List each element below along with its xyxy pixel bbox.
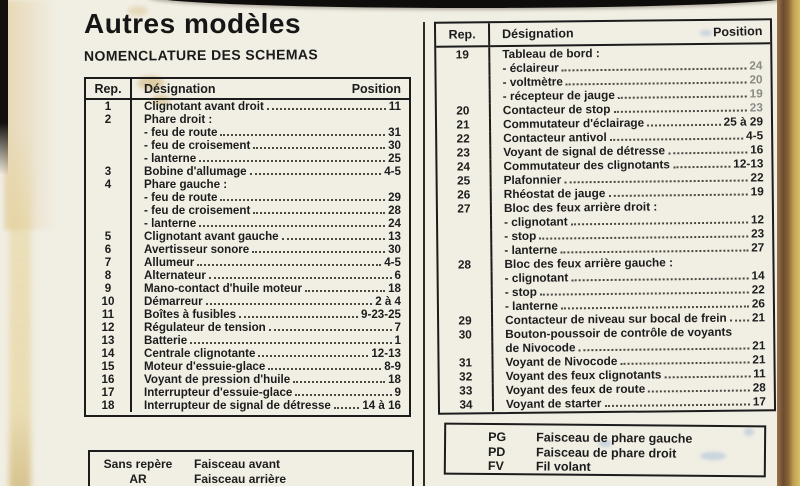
row-designation-cell <box>132 282 409 295</box>
row-designation: Alternateur <box>144 269 206 282</box>
dotted-leader <box>562 59 747 72</box>
row-position: 30 <box>388 243 401 256</box>
row-position: 23 <box>749 100 763 115</box>
row-rep: 11 <box>86 308 132 321</box>
row-designation: - éclaireur <box>502 60 559 76</box>
row-position: 12-13 <box>733 156 764 171</box>
row-position: 24 <box>749 58 763 73</box>
row-designation: Voyant de pression d'huile <box>144 373 291 386</box>
page-subtitle: NOMENCLATURE DES SCHEMAS <box>83 46 319 64</box>
row-designation: Phare droit : <box>144 113 213 126</box>
row-designation: Contacteur de niveau sur bocal de frein <box>505 310 727 328</box>
dotted-leader <box>209 269 392 279</box>
row-rep: 34 <box>440 397 494 412</box>
legend-code: FV <box>487 458 504 474</box>
table-row <box>86 256 409 269</box>
row-designation: - clignotant <box>503 214 568 230</box>
row-rep <box>438 229 492 244</box>
table-row <box>86 191 409 204</box>
row-position: 28 <box>752 380 766 395</box>
row-position: 24 <box>388 217 401 230</box>
table-row <box>86 308 409 321</box>
row-position: 23 <box>750 226 765 241</box>
row-position: 9 <box>394 386 401 399</box>
table-row <box>86 282 409 295</box>
row-position: 4-5 <box>384 165 401 178</box>
row-designation-cell <box>132 347 409 360</box>
row-designation-cell <box>132 243 409 256</box>
row-designation: - feu de croisement <box>144 139 251 152</box>
table-row <box>86 165 409 178</box>
table-row <box>86 126 409 139</box>
table-row <box>86 386 409 399</box>
table-row <box>86 399 409 412</box>
table-row <box>86 178 409 191</box>
dotted-leader <box>253 139 385 149</box>
harness-legend-left <box>88 450 414 486</box>
row-position: 18 <box>388 282 401 295</box>
row-position: 31 <box>388 126 401 139</box>
row-designation-cell <box>132 191 409 204</box>
header-designation: Désignation <box>144 81 216 96</box>
legend-label: Faisceau de phare gauche <box>536 430 693 446</box>
row-designation-cell <box>132 269 409 282</box>
row-position: 12-13 <box>371 347 401 360</box>
row-designation: Contacteur de stop <box>502 101 611 118</box>
row-position: 6 <box>394 269 401 282</box>
dotted-leader <box>295 386 391 396</box>
dotted-leader <box>664 366 750 378</box>
row-position: 29 <box>388 191 401 204</box>
row-designation: - stop <box>504 284 537 300</box>
row-rep: 22 <box>437 131 491 146</box>
row-designation-cell <box>132 334 409 347</box>
row-designation: - lanterne <box>144 152 197 165</box>
dotted-leader <box>190 334 391 344</box>
table-row <box>86 243 409 256</box>
row-position: 11 <box>388 100 401 113</box>
dotted-leader <box>253 204 385 214</box>
legend-code: PG <box>488 429 507 445</box>
legend-row <box>90 472 412 486</box>
row-designation: Moteur d'essuie-glace <box>144 360 266 373</box>
row-designation: Mano-contact d'huile moteur <box>144 282 302 295</box>
row-rep: 28 <box>438 257 492 272</box>
table-row <box>86 204 409 217</box>
row-rep: 18 <box>86 399 132 412</box>
row-designation: Centrale clignotante <box>144 347 256 360</box>
scan-top-shadow <box>148 0 796 8</box>
table-row <box>86 139 409 152</box>
table-body <box>436 44 774 412</box>
row-designation: Régulateur de tension <box>144 321 266 334</box>
row-rep: 17 <box>86 386 132 399</box>
table-row <box>86 347 409 360</box>
row-designation: Batterie <box>144 334 188 347</box>
row-rep <box>439 341 493 356</box>
row-designation: Voyant de signal de détresse <box>503 143 666 160</box>
row-designation: Voyant des feux clignotants <box>505 367 662 384</box>
table-row <box>86 334 409 347</box>
row-designation: Voyant de starter <box>505 396 602 412</box>
row-rep <box>439 285 493 300</box>
legend-label: Faisceau de phare droit <box>535 444 677 461</box>
row-designation-cell <box>132 360 409 373</box>
row-rep <box>436 61 490 76</box>
table-row <box>86 321 409 334</box>
row-designation: Avertisseur sonore <box>144 243 250 256</box>
row-designation-cell <box>132 139 409 152</box>
row-rep <box>439 271 493 286</box>
row-rep: 9 <box>86 282 132 295</box>
row-position: 2 à 4 <box>375 295 401 308</box>
dotted-leader <box>252 243 385 253</box>
table-row <box>440 394 774 411</box>
dotted-leader <box>258 347 368 357</box>
dotted-leader <box>564 171 747 184</box>
row-position: 16 <box>750 142 764 157</box>
row-rep: 14 <box>86 347 132 360</box>
table-row <box>86 269 409 282</box>
row-designation: Interrupteur d'essuie-glace <box>144 386 293 399</box>
row-position: 27 <box>751 240 765 255</box>
nomenclature-table-right <box>434 18 776 415</box>
row-designation: Bouton-poussoir de contrôle de voyants <box>505 324 733 342</box>
dotted-leader <box>578 338 749 351</box>
row-position: 4-5 <box>746 128 764 143</box>
row-rep: 30 <box>439 327 493 342</box>
row-rep: 26 <box>438 187 492 202</box>
legend-code: AR <box>129 472 147 486</box>
legend-label: Faisceau arrière <box>194 472 287 486</box>
dotted-leader <box>608 185 747 197</box>
row-designation: - voltmètre <box>502 74 563 90</box>
row-rep: 25 <box>438 173 492 188</box>
row-position: 22 <box>750 170 764 185</box>
row-position: 9-23-25 <box>361 308 401 321</box>
row-rep: 33 <box>440 383 494 398</box>
row-designation: Boîtes à fusibles <box>144 308 237 321</box>
table-row <box>86 373 409 386</box>
row-designation: Commutateur des clignotants <box>503 157 671 174</box>
row-rep <box>438 243 492 258</box>
row-designation: Bloc des feux arrière droit : <box>503 199 658 216</box>
dotted-leader <box>566 73 747 86</box>
row-rep: 2 <box>86 113 132 126</box>
dotted-leader <box>610 129 743 141</box>
row-position: 7 <box>394 321 401 334</box>
dotted-leader <box>293 373 385 383</box>
row-designation: Tableau de bord : <box>502 46 600 62</box>
dotted-leader <box>305 282 385 292</box>
row-designation: Allumeur <box>144 256 195 269</box>
dotted-leader <box>199 217 385 227</box>
dotted-leader <box>648 380 750 392</box>
row-position: 18 <box>388 373 401 386</box>
row-designation-cell <box>132 295 409 308</box>
row-designation: - lanterne <box>504 242 558 258</box>
row-designation-cell <box>132 399 409 412</box>
row-designation: - feu de route <box>144 126 218 139</box>
row-position: 13 <box>388 230 401 243</box>
row-rep: 27 <box>438 201 492 216</box>
row-rep: 19 <box>436 47 490 62</box>
table-body <box>86 100 409 415</box>
dotted-leader <box>282 230 385 240</box>
page-title: Autres modèles <box>84 8 302 39</box>
dotted-leader <box>620 352 749 364</box>
row-designation: Contacteur antivol <box>503 129 607 146</box>
row-rep: 6 <box>86 243 132 256</box>
dotted-leader <box>571 269 748 282</box>
row-rep: 15 <box>86 360 132 373</box>
row-rep: 8 <box>86 269 132 282</box>
dotted-leader <box>571 213 748 226</box>
row-designation-cell <box>132 165 409 178</box>
row-designation: Rhéostat de jauge <box>503 185 606 202</box>
header-position: Position <box>351 81 401 96</box>
row-position: 12 <box>750 212 765 227</box>
dotted-leader <box>618 87 747 99</box>
legend-label: Faisceau avant <box>194 457 281 471</box>
row-designation: - feu de croisement <box>144 204 251 217</box>
row-designation-cell <box>494 394 774 411</box>
row-rep: 29 <box>439 313 493 328</box>
column-divider-rule <box>423 22 425 486</box>
row-rep <box>86 204 132 217</box>
row-rep: 12 <box>86 321 132 334</box>
row-position: 8-9 <box>384 360 401 373</box>
harness-legend-right <box>444 423 766 478</box>
row-rep <box>86 191 132 204</box>
legend-row <box>90 457 412 472</box>
row-position: 25 <box>388 152 401 165</box>
row-rep <box>86 152 132 165</box>
row-rep: 32 <box>440 369 494 384</box>
dotted-leader <box>197 256 381 266</box>
row-rep: 13 <box>86 334 132 347</box>
row-rep <box>438 215 492 230</box>
dotted-leader <box>604 394 749 407</box>
row-position: 21 <box>751 310 766 325</box>
scan-left-edge <box>0 0 8 175</box>
row-designation: Démarreur <box>144 295 203 308</box>
row-designation: Voyant des feux de route <box>505 381 646 398</box>
row-rep: 3 <box>86 165 132 178</box>
legend-row <box>446 459 764 476</box>
page-right-edge <box>777 0 800 486</box>
row-position: 22 <box>751 282 765 297</box>
header-rep: Rep. <box>436 23 490 46</box>
scan-stain-band <box>9 130 31 486</box>
row-designation: - stop <box>504 228 537 244</box>
row-designation-cell <box>132 256 409 269</box>
row-rep: 21 <box>437 117 491 132</box>
nomenclature-table-left <box>84 77 411 417</box>
row-designation: Commutateur d'éclairage <box>502 115 645 132</box>
row-position: 30 <box>388 139 401 152</box>
row-rep: 5 <box>86 230 132 243</box>
legend-code: Sans repère <box>103 457 173 471</box>
row-rep <box>86 217 132 230</box>
dotted-leader <box>673 157 730 169</box>
row-position: 21 <box>752 338 766 353</box>
row-designation-cell <box>132 230 409 243</box>
dotted-leader <box>561 296 749 309</box>
row-rep: 20 <box>437 103 491 118</box>
row-designation: - lanterne <box>504 298 559 314</box>
row-rep <box>437 89 491 104</box>
row-rep: 10 <box>86 295 132 308</box>
row-designation: Bobine d'allumage <box>144 165 247 178</box>
row-designation: Phare gauche : <box>144 178 228 191</box>
dotted-leader <box>206 295 373 305</box>
table-row <box>86 217 409 230</box>
table-row <box>86 360 409 373</box>
row-designation: Interrupteur de signal de détresse <box>144 399 331 412</box>
row-designation-cell <box>132 204 409 217</box>
dotted-leader <box>239 308 358 318</box>
row-position: 28 <box>388 204 401 217</box>
row-rep: 23 <box>437 145 491 160</box>
row-designation: Bloc des feux arrière gauche : <box>504 255 674 272</box>
row-position: 14 à 16 <box>362 399 401 412</box>
row-rep: 24 <box>437 159 491 174</box>
row-rep: 31 <box>439 355 493 370</box>
row-position: 26 <box>751 296 765 311</box>
dotted-leader <box>334 399 359 409</box>
row-rep: 16 <box>86 373 132 386</box>
dotted-leader <box>220 191 385 201</box>
row-designation: de Nivocode <box>505 340 576 356</box>
row-rep: 4 <box>86 178 132 191</box>
dotted-leader <box>539 227 748 240</box>
row-rep <box>439 299 493 314</box>
row-position: 19 <box>749 86 763 101</box>
row-position: 21 <box>752 352 766 367</box>
row-position: 17 <box>752 394 767 409</box>
row-designation-cell <box>132 308 409 321</box>
row-position: 20 <box>749 72 763 87</box>
table-row <box>86 152 409 165</box>
table-header-row <box>436 20 770 47</box>
row-designation: - feu de route <box>144 191 218 204</box>
row-designation-cell <box>132 126 409 139</box>
row-rep: 1 <box>86 100 132 113</box>
header-rep: Rep. <box>86 79 132 98</box>
row-position: 4-5 <box>384 256 401 269</box>
row-rep: 7 <box>86 256 132 269</box>
table-row <box>86 230 409 243</box>
row-designation: Voyant de Nivocode <box>505 353 618 370</box>
row-designation-cell <box>132 113 409 126</box>
legend-code: PD <box>487 444 506 459</box>
table-row <box>86 113 409 126</box>
row-designation: Clignotant avant gauche <box>144 230 279 243</box>
row-designation: - récepteur de jauge <box>502 87 615 104</box>
row-position: 11 <box>753 366 766 381</box>
row-position: 25 à 29 <box>723 114 764 129</box>
dotted-leader <box>267 100 386 110</box>
row-designation-cell <box>132 373 409 386</box>
table-row <box>86 295 409 308</box>
dotted-leader <box>269 321 392 331</box>
table-row <box>86 100 409 113</box>
dotted-leader <box>560 241 748 254</box>
row-designation-cell <box>132 100 409 113</box>
dotted-leader <box>268 360 381 370</box>
header-designation: Désignation <box>502 26 574 42</box>
row-designation-cell <box>132 217 409 230</box>
row-position: 1 <box>394 334 401 347</box>
row-rep <box>86 139 132 152</box>
row-position: 19 <box>750 184 764 199</box>
dotted-leader <box>199 152 385 162</box>
row-rep <box>86 126 132 139</box>
row-designation: - clignotant <box>504 270 569 286</box>
dotted-leader <box>730 310 749 321</box>
row-designation: Clignotant avant droit <box>144 100 264 113</box>
dotted-leader <box>613 101 746 113</box>
row-designation-cell <box>132 386 409 399</box>
dotted-leader <box>250 165 382 175</box>
dotted-leader <box>668 143 747 155</box>
dotted-leader <box>647 115 721 127</box>
row-designation-cell <box>132 152 409 165</box>
dotted-leader <box>220 126 385 136</box>
row-designation: Plafonnier <box>503 172 562 188</box>
row-rep <box>437 75 491 90</box>
row-designation: - lanterne <box>144 217 197 230</box>
legend-label: Fil volant <box>535 459 591 474</box>
table-header-row <box>86 79 409 100</box>
row-position: 14 <box>751 268 765 283</box>
header-position: Position <box>712 23 763 40</box>
dotted-leader <box>540 283 749 296</box>
row-designation-cell <box>132 178 409 191</box>
row-designation-cell <box>132 321 409 334</box>
